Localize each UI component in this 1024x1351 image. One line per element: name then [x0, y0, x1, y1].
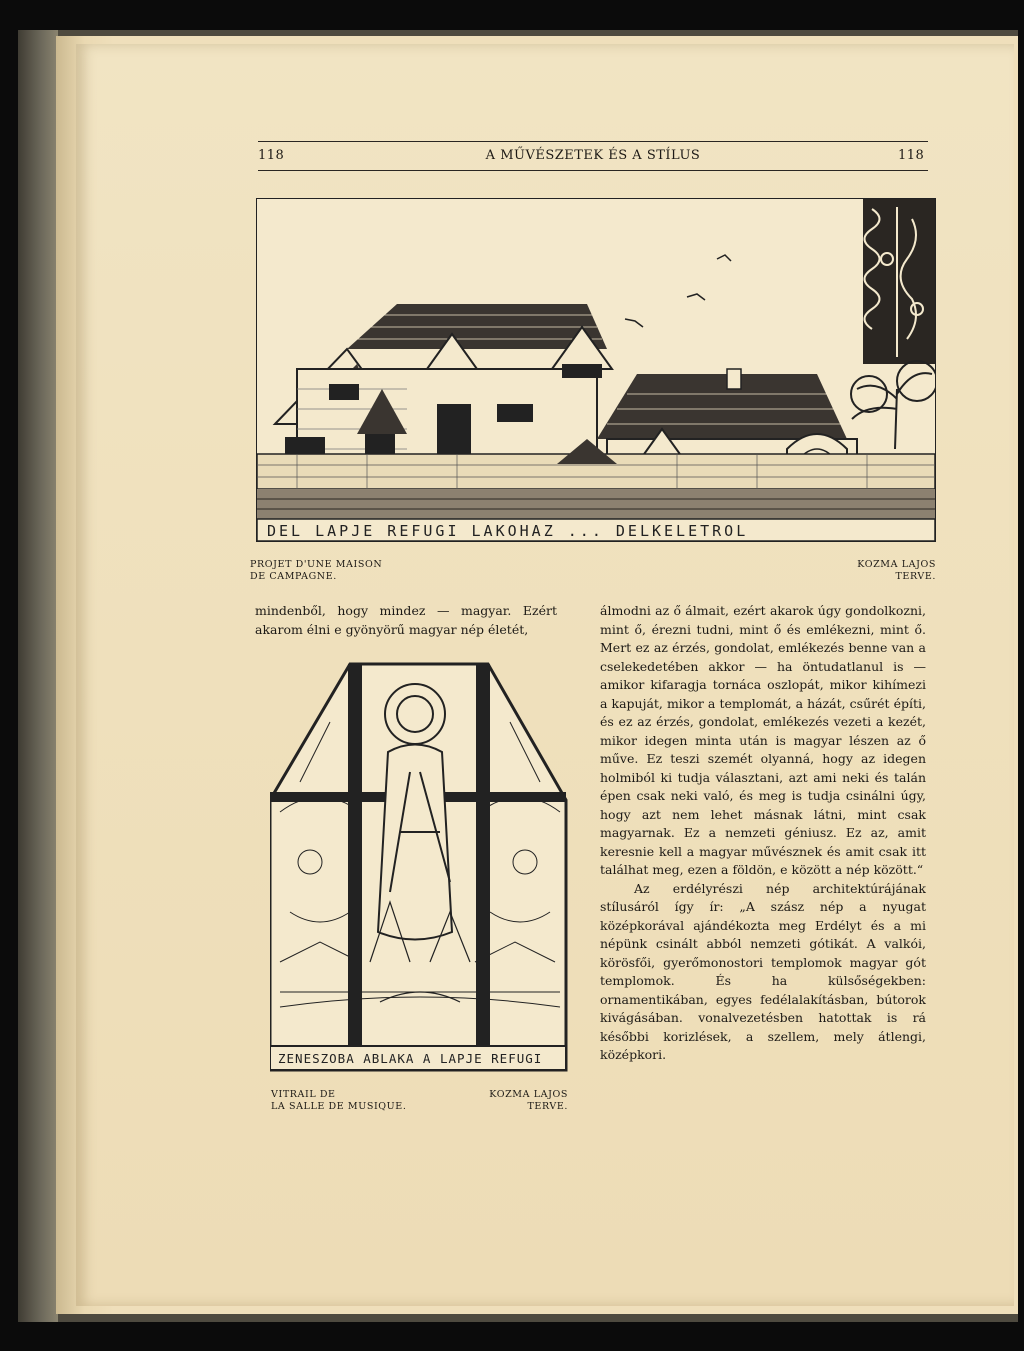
house-drawing — [257, 199, 935, 541]
country-house-illustration — [256, 198, 936, 542]
paragraph-1: álmodni az ő álmait, ezért akarok úgy gondolkozni, mint ő, érezni tudni, mint ő és emlékezni, mint ő. Mert ez az érzés, gondolat, emlékezés benne van a cselekedetében akkor — ha öntudatlanul is — amikor kifaragja tornáca oszlopát, mikor kihímezi a kapuját, mikor a templomát, a házát, csűrét építi, és ez az érzés, gondolat, emlékezés vezeti a kezét, mikor idegen minta után is magyar lészen az ő műve. Ez teszi szemét olyanná, hogy az idegen holmiból ki tudja választani, azt ami neki és talán épen csak neki való, és meg is tudja csinálni úgy, hogy azt nem lehet másnak látni, mint csak magyarnak. Ez a nemzeti géniusz. Ez az, amit keresnie kell a magyar művésznek és amit csak itt találhat meg, ezen a földön, e között a nép között.“ — [600, 603, 926, 877]
header-rule-bottom — [258, 170, 928, 171]
lead-bar-left — [348, 664, 362, 1046]
page-number-left: 118 — [258, 148, 285, 163]
ornament-panel — [863, 199, 935, 364]
header-rule-top — [258, 141, 928, 142]
vitrail-caption-left: VITRAIL DE LA SALLE DE MUSIQUE. — [271, 1089, 407, 1112]
lead-bar-right — [476, 664, 490, 1046]
right-column-text — [600, 602, 926, 1065]
paragraph-2: Az erdélyrészi nép architektúrájának stílusáról így ír: „A szász nép a nyugat középkorával ajándékozta meg Erdélyt és a mi népünk csinált abból nemzeti gótikát. A valkói, körösfői, gyerőmonostori templomok magyar gót templomok. És ha külsőségekben: ornamentikában, egyes fedélalakításban, bútorok kivágásában. vonalvezetésben hatottak is rá későbbi korizlések, a szellem, mely átlengi, középkori. — [600, 880, 926, 1062]
page-number-right: 118 — [898, 148, 925, 163]
house-inscription: DEL LAPJE REFUGI LAKOHAZ ... DELKELETROL — [267, 522, 749, 540]
stained-glass-illustration — [270, 662, 568, 1072]
wing-roof — [597, 374, 847, 439]
left-column-text: mindenből, hogy mindez — magyar. Ezért akarom élni e gyönyörű magyar nép életét, — [255, 603, 557, 637]
lawn — [257, 489, 935, 519]
main-roof — [347, 304, 607, 349]
vitrail-drawing — [270, 662, 568, 1072]
birds — [625, 255, 731, 327]
house-caption-right: KOZMA LAJOS TERVE. — [857, 559, 936, 582]
vitrail-caption-right: KOZMA LAJOS TERVE. — [489, 1089, 568, 1112]
vitrail-inscription: ZENESZOBA ABLAKA A LAPJE REFUGI — [278, 1051, 543, 1066]
tree — [851, 361, 935, 449]
house-caption-left: PROJET D'UNE MAISON DE CAMPAGNE. — [250, 559, 383, 582]
book-spine — [18, 30, 58, 1322]
running-title: A MŰVÉSZETEK ÉS A STÍLUS — [485, 148, 701, 163]
